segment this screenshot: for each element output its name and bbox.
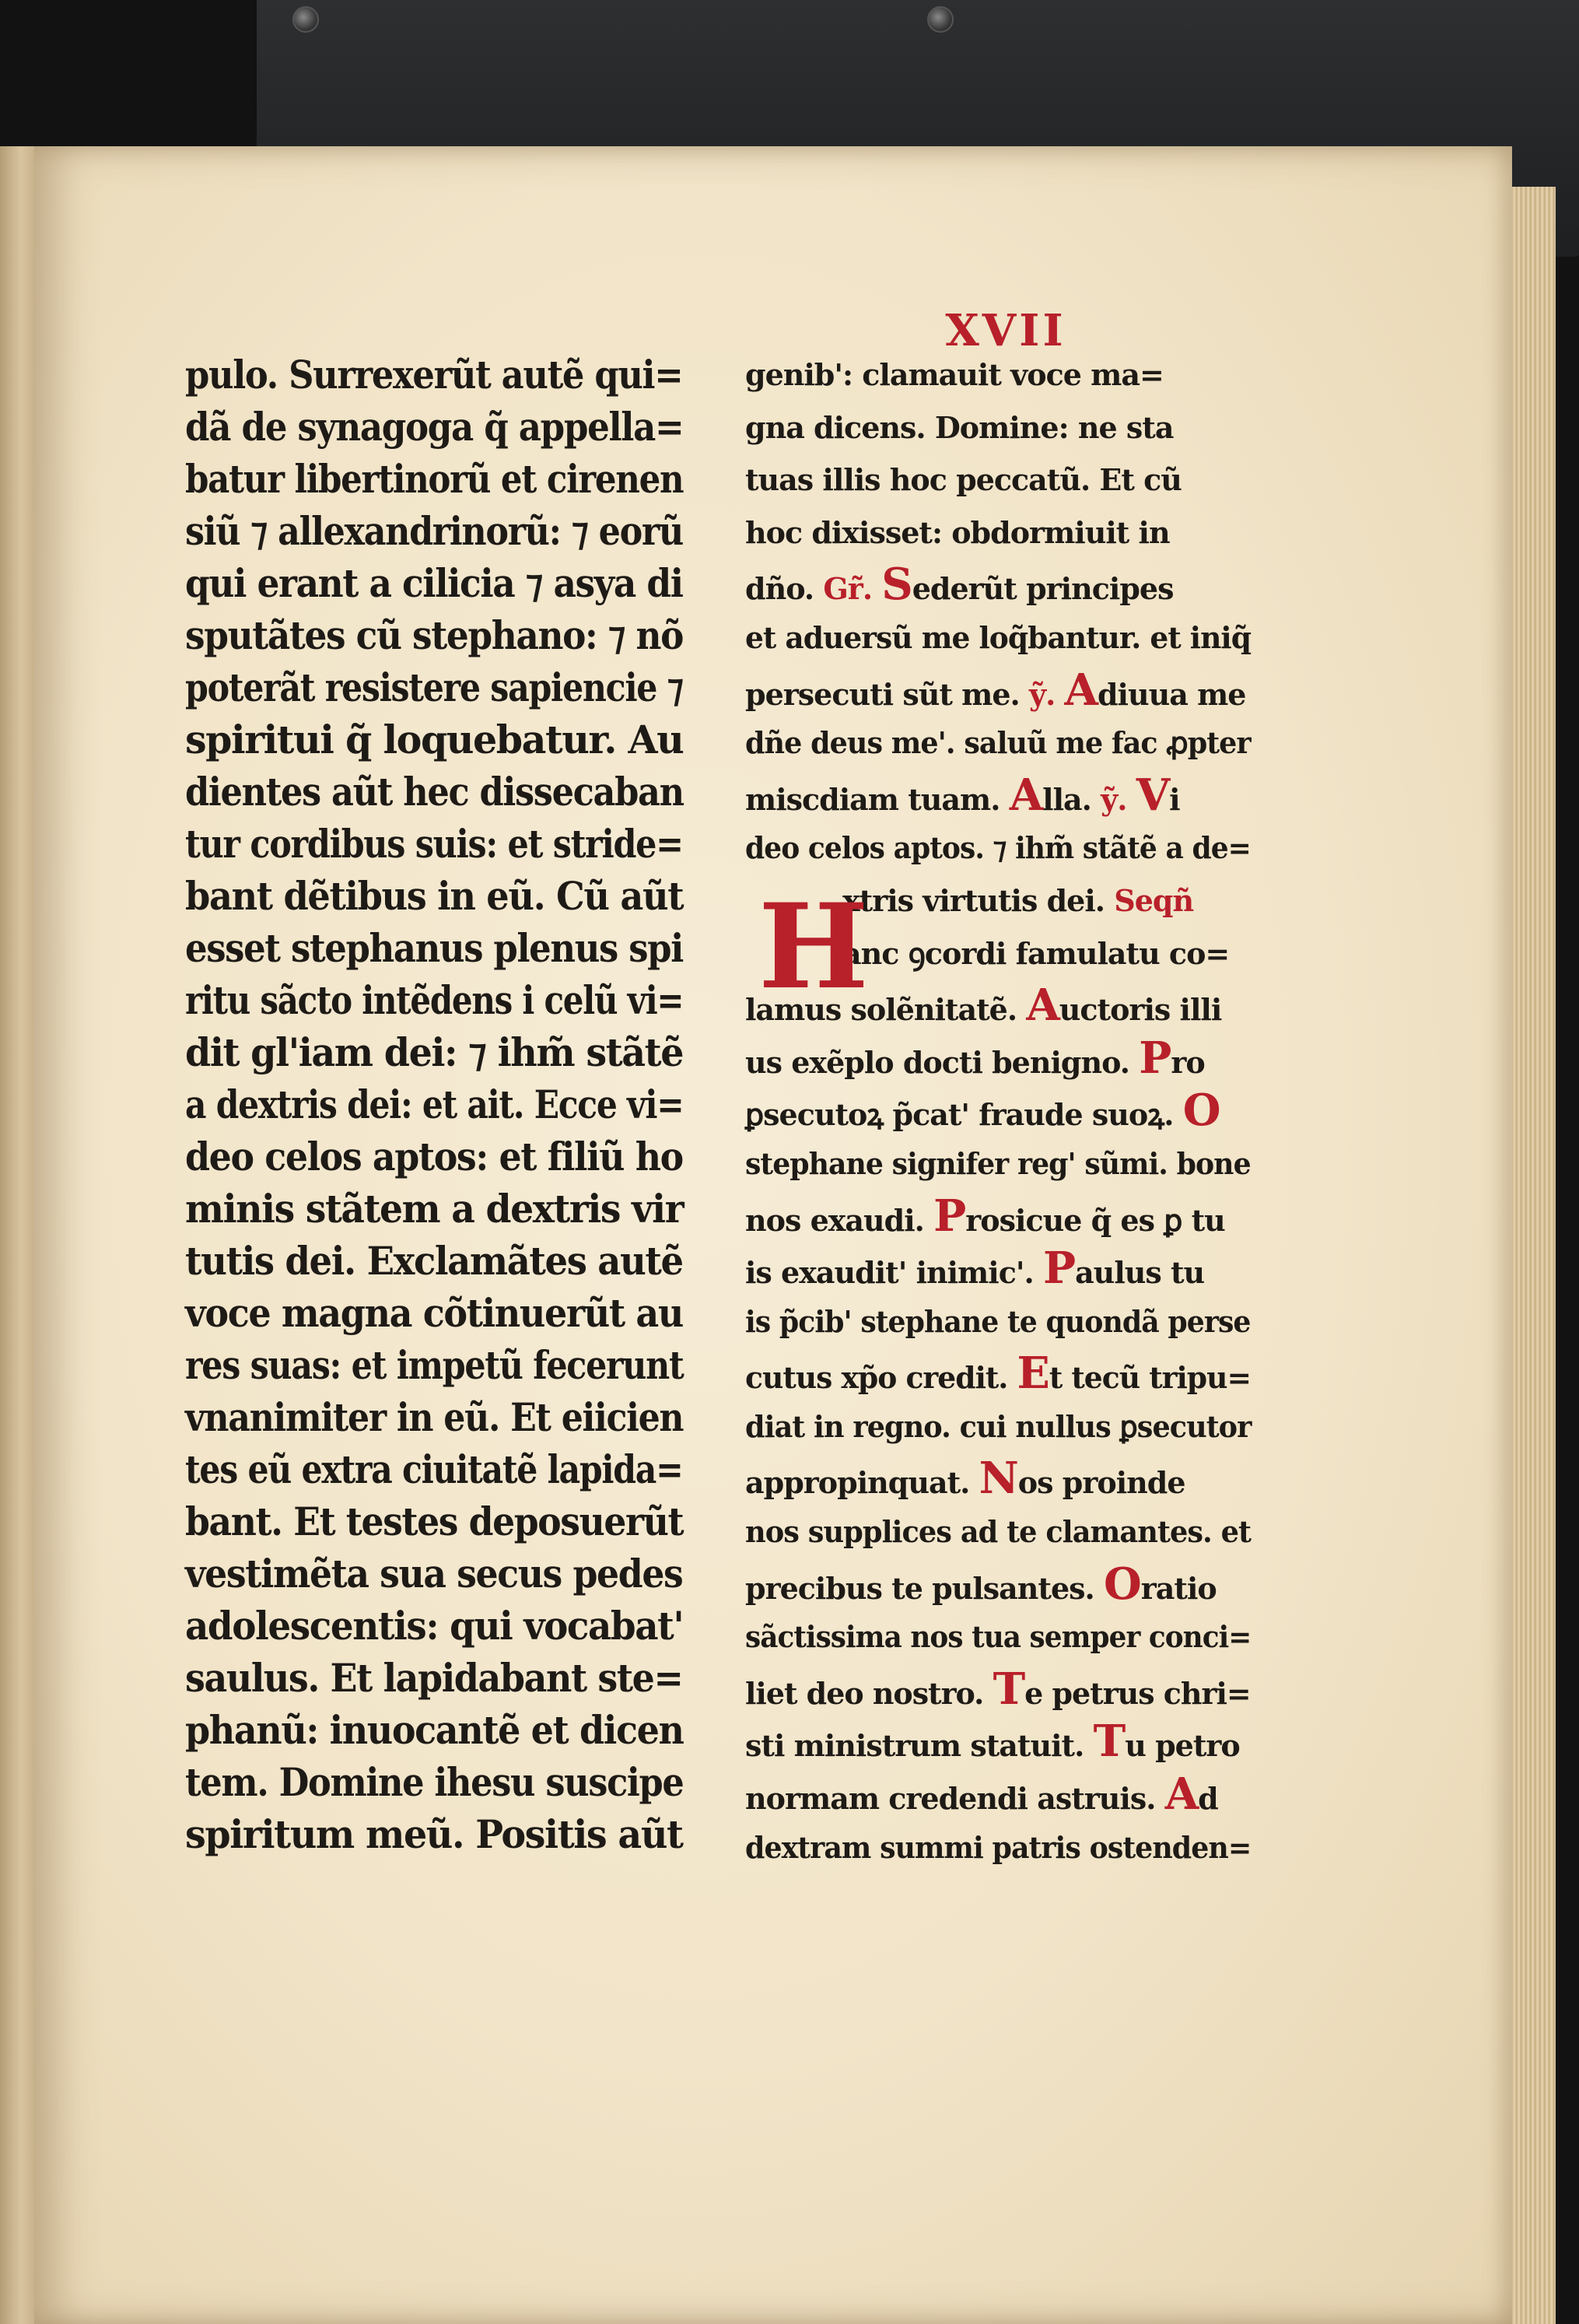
line-text: sãctissima nos tua semper conci= bbox=[745, 1619, 1252, 1655]
text-line: bant dẽtibus in eũ. Cũ aũt bbox=[185, 873, 684, 919]
line-text: appropinquat. bbox=[745, 1465, 970, 1501]
line-text: uctoris illi bbox=[1059, 992, 1222, 1028]
red-initial: P bbox=[1139, 1032, 1171, 1084]
text-line bbox=[745, 1611, 1252, 1663]
text-line: dit gl'iam dei: ⁊ ihm̃ stãtẽ bbox=[185, 1029, 684, 1075]
red-initial: O bbox=[1182, 1085, 1220, 1137]
rubric: Gr̃. bbox=[823, 571, 873, 607]
line-text: dextram summi patris ostenden= bbox=[745, 1829, 1252, 1865]
text-line: tem. Domine ihesu suscipe bbox=[185, 1759, 684, 1805]
line-text: sti ministrum statuit. bbox=[745, 1728, 1084, 1764]
text-line bbox=[745, 1243, 1251, 1295]
text-line: tur cordibus suis: et stride= bbox=[185, 821, 683, 867]
red-initial: P bbox=[1042, 1243, 1076, 1295]
text-line bbox=[745, 1453, 1251, 1506]
line-text: is exaudit' inimic'. bbox=[745, 1255, 1034, 1291]
text-line: pulo. Surrexerũt autẽ qui= bbox=[185, 352, 683, 398]
text-line: batur libertinorũ et cirenen bbox=[185, 456, 684, 502]
text-line: res suas: et impetũ fecerunt bbox=[185, 1342, 684, 1388]
text-line bbox=[745, 1400, 1252, 1453]
line-text: nos exaudi. bbox=[745, 1202, 924, 1238]
line-text: miscdiam tuam. bbox=[745, 781, 1000, 817]
text-line bbox=[745, 1032, 1251, 1085]
text-line: sputãtes cũ stephano: ⁊ nõ bbox=[185, 612, 684, 658]
text-line: ritu sãcto intẽdens i celũ vi= bbox=[185, 977, 684, 1023]
line-text: cutus xp̃o credit. bbox=[745, 1360, 1008, 1396]
line-text: persecuti sũt me. bbox=[745, 676, 1020, 712]
text-line: qui erant a cilicia ⁊ asya di bbox=[185, 560, 683, 606]
text-line: vnanimiter in eũ. Et eiicien bbox=[185, 1394, 684, 1440]
text-line bbox=[745, 1295, 1251, 1348]
text-line: dñe deus me'. saluũ me fac ꝓpter bbox=[745, 725, 1251, 761]
text-line: saulus. Et lapidabant ste= bbox=[185, 1655, 683, 1701]
large-red-initial: H bbox=[758, 878, 869, 1015]
rubric: ỹ. bbox=[1028, 676, 1056, 712]
text-line: vestimẽta sua secus pedes bbox=[185, 1551, 683, 1597]
text-line: dã de synagoga q̃ appella= bbox=[185, 404, 684, 450]
line-text: us exẽplo docti benigno. bbox=[745, 1044, 1130, 1080]
red-initial: T bbox=[993, 1663, 1025, 1715]
text-line: hoc dixisset: obdormiuit in bbox=[745, 514, 1170, 550]
text-line: a dextris dei: et ait. Ecce vi= bbox=[185, 1081, 684, 1127]
line-text: precibus te pulsantes. bbox=[745, 1570, 1094, 1606]
text-line: bant. Et testes deposuerũt bbox=[185, 1499, 684, 1544]
line-text: lla. bbox=[1042, 781, 1091, 817]
line-text: xtris virtutis dei. bbox=[842, 882, 1105, 918]
text-line: spiritum meũ. Positis aũt bbox=[185, 1811, 683, 1857]
red-initial: A bbox=[1064, 664, 1098, 716]
line-text: diat in regno. cui nullus ꝑsecutor bbox=[745, 1408, 1252, 1444]
line-text: diuua me bbox=[1097, 676, 1246, 712]
line-text: dño. bbox=[745, 571, 814, 607]
text-line: dientes aũt hec dissecaban bbox=[185, 769, 684, 815]
text-line bbox=[745, 1768, 1251, 1821]
folio-number: XVII bbox=[945, 305, 1066, 356]
text-line: gna dicens. Domine: ne sta bbox=[745, 409, 1174, 445]
text-line: phanũ: inuocantẽ et dicen bbox=[185, 1707, 684, 1753]
text-line: poterãt resistere sapiencie ⁊ bbox=[185, 664, 683, 710]
text-line bbox=[745, 1558, 1251, 1611]
text-line bbox=[745, 769, 1251, 822]
text-line: esset stephanus plenus spi bbox=[185, 925, 683, 971]
text-line: deo celos aptos: et filiũ ho bbox=[185, 1134, 683, 1180]
text-line: genib': clamauit voce ma= bbox=[745, 357, 1164, 392]
line-text: d bbox=[1198, 1781, 1218, 1817]
text-line bbox=[745, 1663, 1250, 1716]
screw-left bbox=[292, 6, 319, 33]
text-line: voce magna cõtinuerũt au bbox=[185, 1290, 683, 1336]
text-line: siũ ⁊ allexandrinorũ: ⁊ eorũ bbox=[185, 508, 683, 554]
line-text: u petro bbox=[1125, 1728, 1240, 1764]
line-text: normam credendi astruis. bbox=[745, 1781, 1156, 1817]
red-initial: S bbox=[881, 559, 912, 611]
line-text: nos supplices ad te clamantes. et bbox=[745, 1514, 1252, 1550]
text-line bbox=[745, 664, 1251, 717]
line-text: lamus solẽnitatẽ. bbox=[745, 992, 1017, 1028]
right-text-column bbox=[745, 349, 1251, 1874]
text-line: tutis dei. Exclamãtes autẽ bbox=[185, 1238, 683, 1284]
line-text: ꝑsecutoꝝ p̃cat' fraude suoꝝ. bbox=[745, 1097, 1174, 1133]
text-line bbox=[745, 1821, 1252, 1874]
text-line: spiritui q̃ loquebatur. Au bbox=[185, 717, 684, 762]
text-line: tes eũ extra ciuitatẽ lapida= bbox=[185, 1446, 683, 1492]
red-initial: A bbox=[1164, 1768, 1199, 1821]
text-line bbox=[745, 1085, 1251, 1137]
line-text: ratio bbox=[1140, 1570, 1217, 1606]
text-line: tuas illis hoc peccatũ. Et cũ bbox=[745, 462, 1182, 498]
text-line: deo celos aptos. ⁊ ihm̃ stãtẽ a de= bbox=[745, 830, 1251, 866]
rubric: ỹ. bbox=[1101, 781, 1127, 817]
rubric: Seqñ bbox=[1114, 882, 1194, 918]
line-text: ro bbox=[1171, 1044, 1205, 1080]
red-initial: A bbox=[1009, 769, 1043, 821]
text-line bbox=[745, 1506, 1252, 1558]
line-text: liet deo nostro. bbox=[745, 1675, 984, 1711]
line-text: is p̃cib' stephane te quondã perse bbox=[745, 1303, 1251, 1339]
line-text: rosicue q̃ es ꝑ tu bbox=[965, 1202, 1225, 1238]
line-text: stephane signifer reg' sũmi. bone bbox=[745, 1145, 1251, 1181]
text-line bbox=[745, 1190, 1251, 1243]
text-line: adolescentis: qui vocabat' bbox=[185, 1603, 684, 1649]
line-text: t tecũ tripu= bbox=[1049, 1360, 1252, 1396]
line-text: ederũt principes bbox=[912, 571, 1174, 607]
red-initial: A bbox=[1026, 980, 1059, 1032]
red-initial: E bbox=[1017, 1348, 1049, 1400]
text-line: minis stãtem a dextris vir bbox=[185, 1186, 684, 1232]
line-text: os proinde bbox=[1017, 1465, 1185, 1501]
line-text: aulus tu bbox=[1075, 1255, 1205, 1291]
text-line bbox=[745, 559, 1251, 612]
text-line bbox=[745, 1137, 1251, 1190]
red-initial: V bbox=[1136, 769, 1170, 821]
line-text: i bbox=[1169, 781, 1180, 817]
line-text: e petrus chri= bbox=[1024, 1675, 1251, 1711]
text-line bbox=[745, 1348, 1252, 1400]
text-line bbox=[745, 1716, 1251, 1768]
left-text-column bbox=[185, 349, 683, 1860]
text-line: et aduersũ me loq̃bantur. et iniq̃ bbox=[745, 619, 1251, 655]
facing-page-edge bbox=[0, 146, 34, 2324]
screw-right bbox=[927, 6, 954, 33]
red-initial: P bbox=[933, 1190, 966, 1242]
page-fore-edge bbox=[1512, 187, 1556, 2324]
red-initial: T bbox=[1093, 1716, 1126, 1768]
red-initial: O bbox=[1104, 1558, 1141, 1610]
text-line: anc ꝯcordi famulatu co= bbox=[842, 935, 1230, 971]
red-initial: N bbox=[979, 1453, 1018, 1505]
